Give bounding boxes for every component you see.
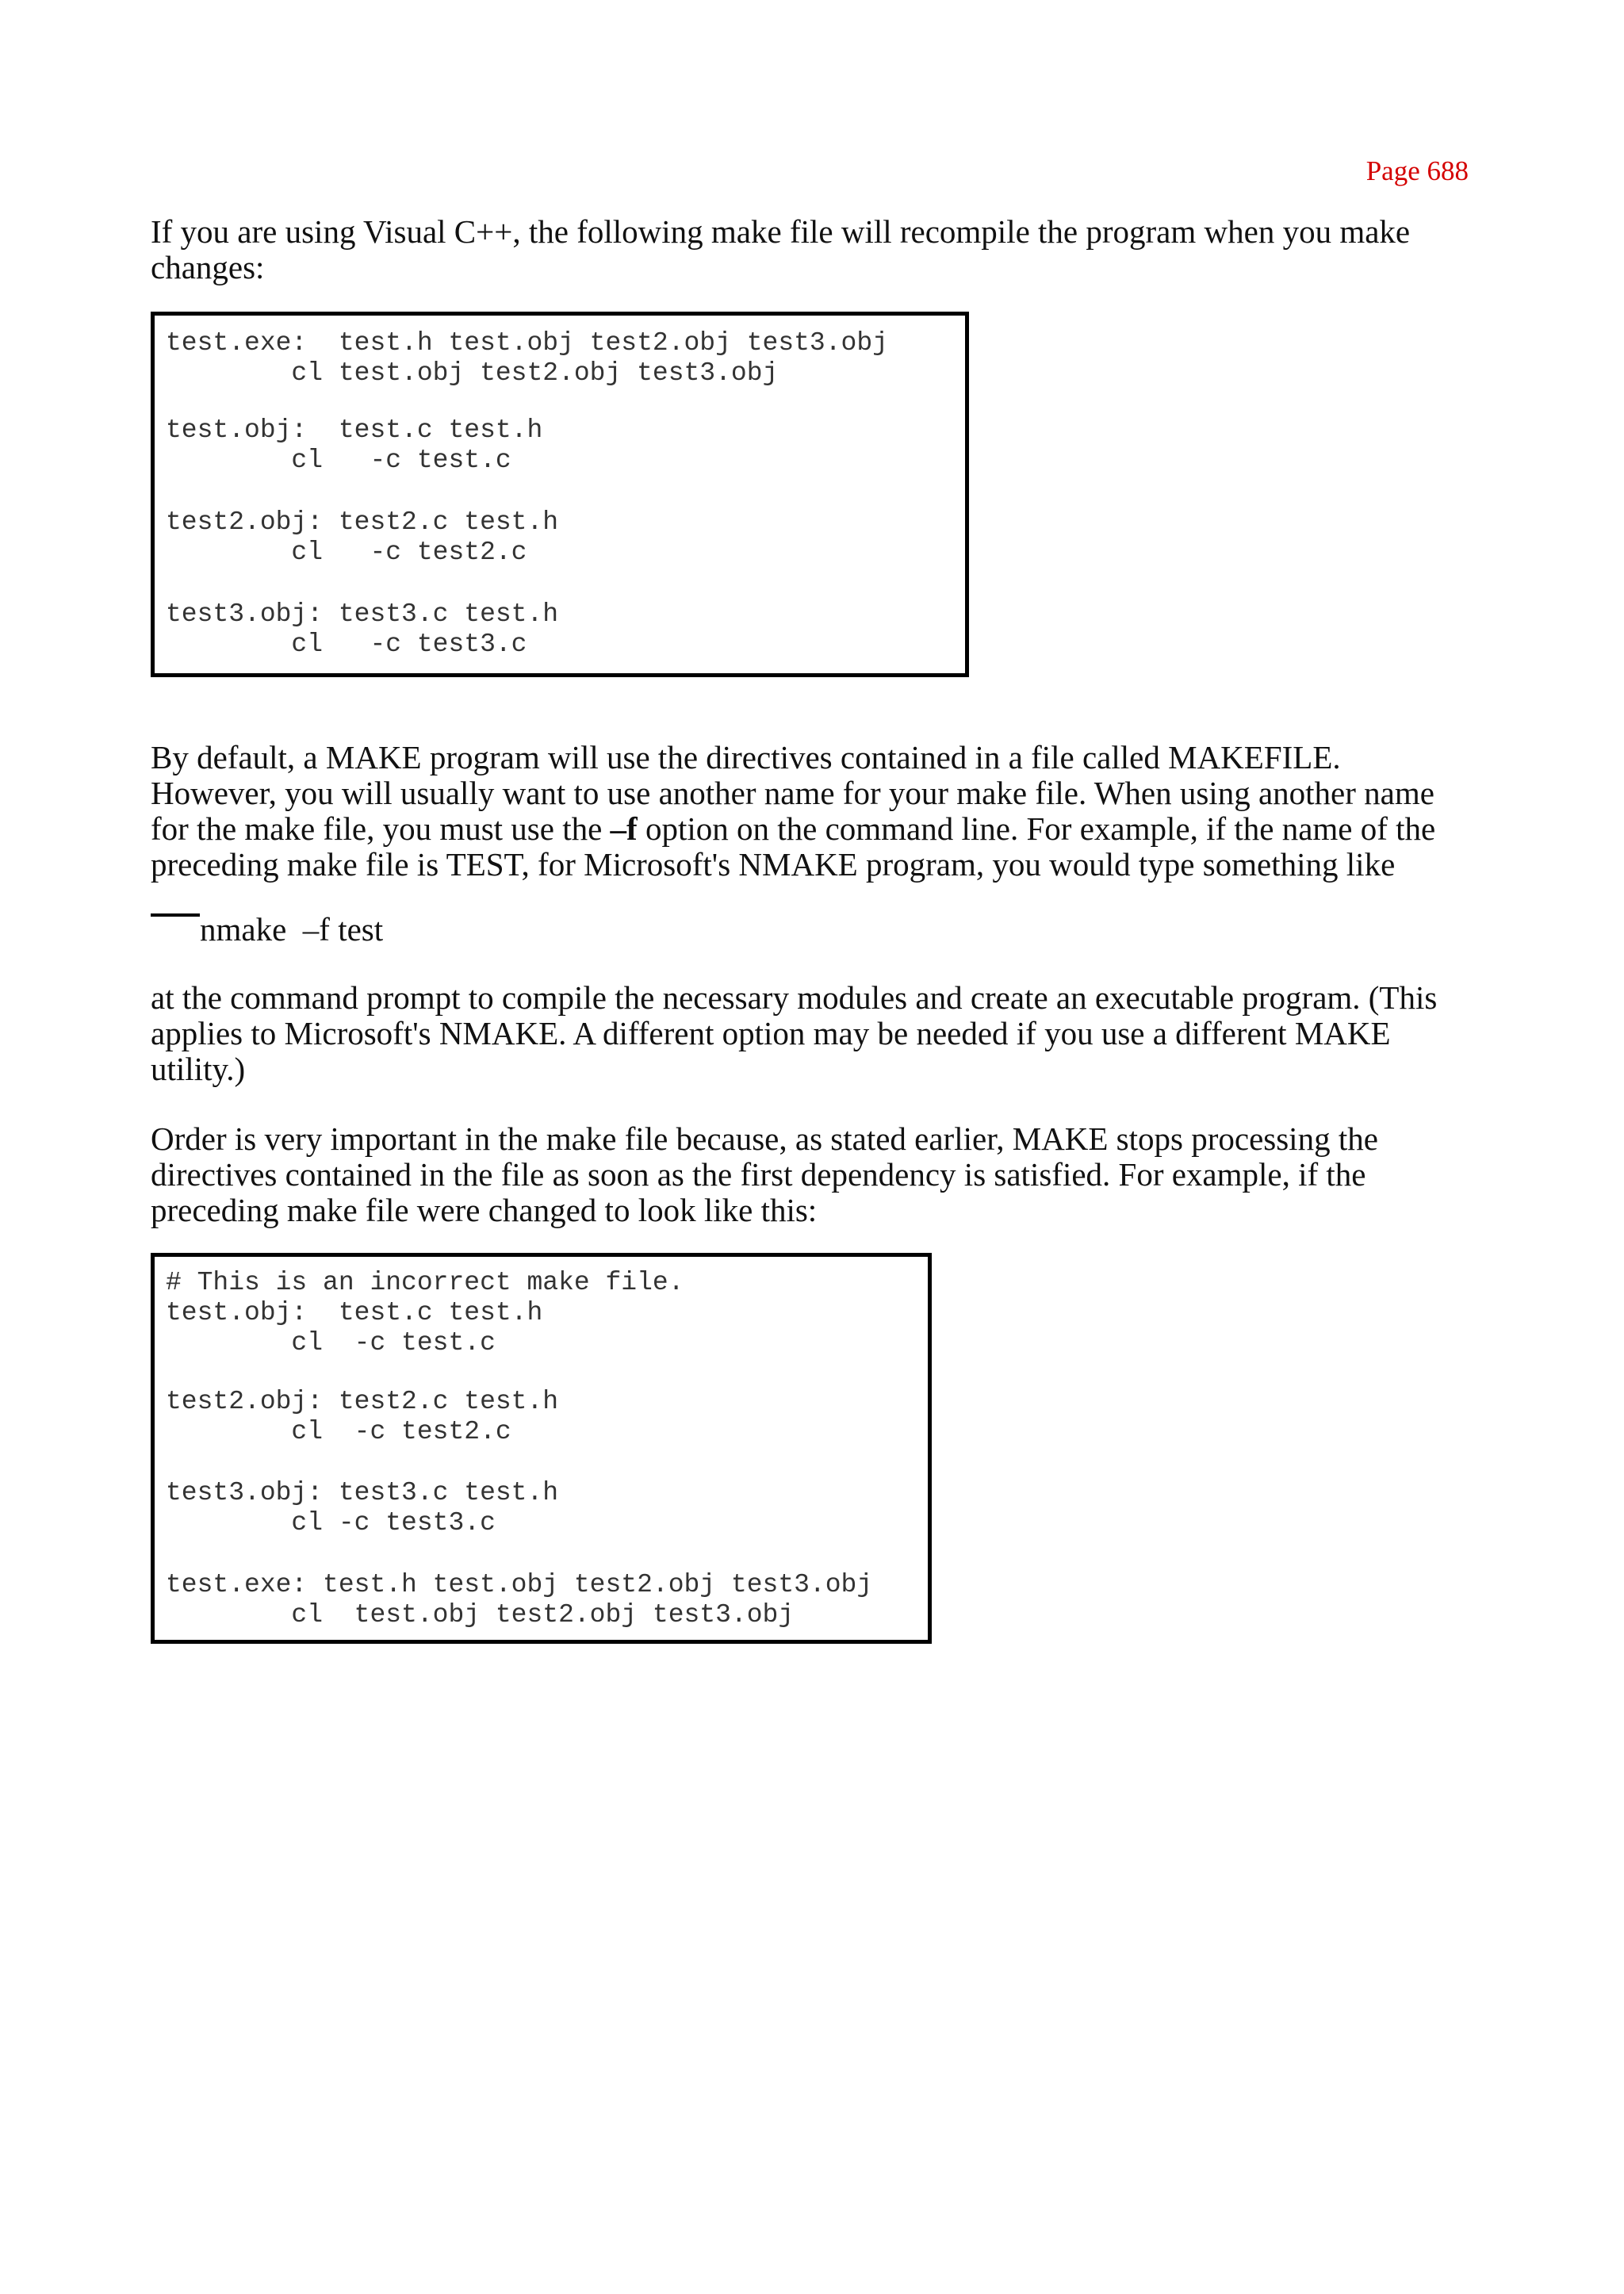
code-line: test.obj: test.c test.h bbox=[166, 1298, 543, 1327]
intro-paragraph: If you are using Visual C++, the following make file will recompile the program when you make changes: bbox=[151, 213, 1411, 285]
nmake-command: nmake –f test bbox=[200, 911, 384, 948]
code-line: cl -c test.c bbox=[166, 1328, 496, 1358]
code-block-visual-cpp-makefile bbox=[151, 312, 969, 677]
command-prompt-paragraph: at the command prompt to compile the necessary modules and create an executable program. (This applies to Microsoft's NMAKE. A different option may be needed if you use a different MAKE utility.) bbox=[151, 979, 1438, 1087]
code-line: cl test.obj test2.obj test3.obj bbox=[166, 1600, 795, 1630]
default-makefile-paragraph bbox=[151, 740, 1459, 883]
code-line: test3.obj: test3.c test.h bbox=[166, 1478, 559, 1507]
code-line: cl -c test3.c bbox=[166, 1508, 496, 1538]
order-paragraph: Order is very important in the make file because, as stated earlier, MAKE stops processing the directives contained in the file as soon as the first dependency is satisfied. For example, if the preceding make file were changed to look like this: bbox=[151, 1120, 1378, 1228]
page-number: Page 688 bbox=[1365, 155, 1469, 186]
paragraph-text: By default, a MAKE program will use the directives contained in a file called MAKEFILE. However, you will usually want to use another name for your make file. When using another name for the make file, you must use the bbox=[151, 739, 1434, 847]
code-line: cl -c test.c bbox=[166, 446, 511, 475]
code-block-incorrect-makefile bbox=[151, 1253, 932, 1644]
code-line: cl -c test3.c bbox=[166, 630, 527, 659]
code-line: cl -c test2.c bbox=[166, 538, 527, 567]
code-line: cl test.obj test2.obj test3.obj bbox=[166, 358, 779, 388]
code-line: test.exe: test.h test.obj test2.obj test3.obj bbox=[166, 1570, 873, 1599]
code-line: # This is an incorrect make file. bbox=[166, 1268, 684, 1297]
code-line: cl -c test2.c bbox=[166, 1417, 511, 1446]
code-line: test.obj: test.c test.h bbox=[166, 416, 543, 445]
code-line: test2.obj: test2.c test.h bbox=[166, 507, 559, 537]
paragraph-text: option on the command line. For example, if the name of the preceding make file is TEST, for Microsoft's NMAKE program, you would type something like bbox=[151, 810, 1436, 883]
command-underline-rule bbox=[151, 913, 200, 917]
option-f-text: –f bbox=[610, 810, 638, 847]
code-line: test.exe: test.h test.obj test2.obj test3.obj bbox=[166, 328, 888, 358]
code-line: test2.obj: test2.c test.h bbox=[166, 1387, 559, 1416]
code-line: test3.obj: test3.c test.h bbox=[166, 599, 559, 629]
